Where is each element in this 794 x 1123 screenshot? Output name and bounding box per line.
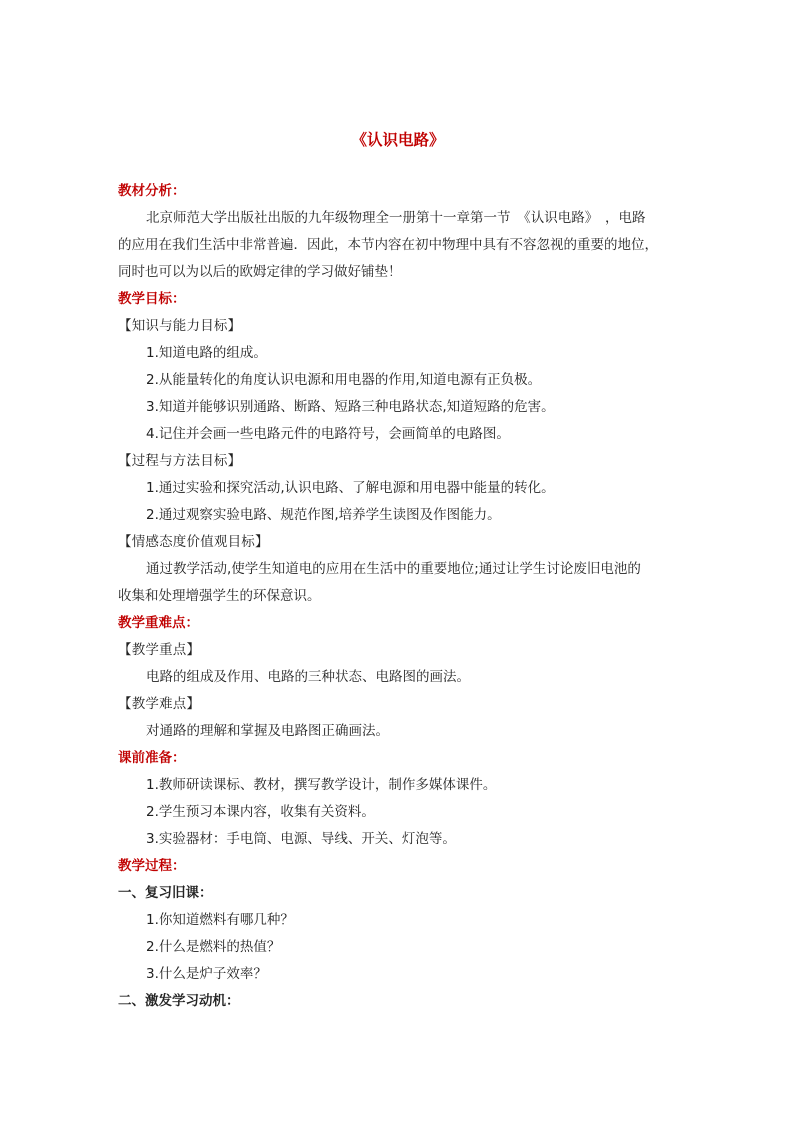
list-item: 3.什么是炉子效率？ — [146, 966, 267, 982]
analysis-paragraph — [118, 205, 678, 286]
list-item: 3.实验器材：手电筒、电源、导线、开关、灯泡等。 — [146, 831, 456, 847]
emotion-paragraph — [118, 556, 678, 610]
step-heading-motivate: 二、激发学习动机： — [118, 993, 240, 1009]
subsection-label-process: 【过程与方法目标】 — [118, 453, 242, 469]
section-heading-analysis: 教材分析： — [118, 183, 186, 199]
subsection-label-difficulty: 【教学难点】 — [118, 696, 201, 712]
list-item: 1.你知道燃料有哪几种？ — [146, 912, 294, 928]
list-item: 2.通过观察实验电路、规范作图,培养学生读图及作图能力。 — [146, 507, 501, 523]
analysis-line: 北京师范大学出版社出版的九年级物理全一册第十一章第一节 《认识电路》 ，电路 — [146, 210, 646, 226]
document-body — [118, 178, 678, 1015]
list-item: 2.学生预习本课内容，收集有关资料。 — [146, 804, 375, 820]
list-item: 1.知道电路的组成。 — [146, 345, 267, 361]
document-title: 《认识电路》 — [351, 130, 445, 149]
subsection-label-focus: 【教学重点】 — [118, 642, 201, 658]
analysis-line: 同时也可以为以后的欧姆定律的学习做好铺垫！ — [118, 264, 402, 280]
focus-text: 电路的组成及作用、电路的三种状态、电路图的画法。 — [146, 669, 470, 685]
subsection-label-knowledge: 【知识与能力目标】 — [118, 318, 242, 334]
section-heading-keypoints: 教学重难点： — [118, 615, 199, 631]
step-heading-review: 一、复习旧课： — [118, 885, 213, 901]
emotion-line: 收集和处理增强学生的环保意识。 — [118, 588, 321, 604]
list-item: 4.记住并会画一些电路元件的电路符号，会画简单的电路图。 — [146, 426, 510, 442]
list-item: 3.知道并能够识别通路、断路、短路三种电路状态,知道短路的危害。 — [146, 399, 555, 415]
list-item: 2.什么是燃料的热值？ — [146, 939, 281, 955]
section-heading-process: 教学过程： — [118, 858, 186, 874]
subsection-label-emotion: 【情感态度价值观目标】 — [118, 534, 269, 550]
list-item: 1.通过实验和探究活动,认识电路、了解电源和用电器中能量的转化。 — [146, 480, 555, 496]
section-heading-prep: 课前准备： — [118, 750, 186, 766]
analysis-line: 的应用在我们生活中非常普遍．因此，本节内容在初中物理中具有不容忽视的重要的地位， — [118, 237, 658, 253]
section-heading-goals: 教学目标： — [118, 291, 186, 307]
list-item: 1.教师研读课标、教材，撰写教学设计，制作多媒体课件。 — [146, 777, 497, 793]
difficulty-text: 对通路的理解和掌握及电路图正确画法。 — [146, 723, 389, 739]
list-item: 2.从能量转化的角度认识电源和用电器的作用,知道电源有正负极。 — [146, 372, 542, 388]
emotion-line: 通过教学活动,使学生知道电的应用在生活中的重要地位;通过让学生讨论废旧电池的 — [146, 561, 641, 577]
